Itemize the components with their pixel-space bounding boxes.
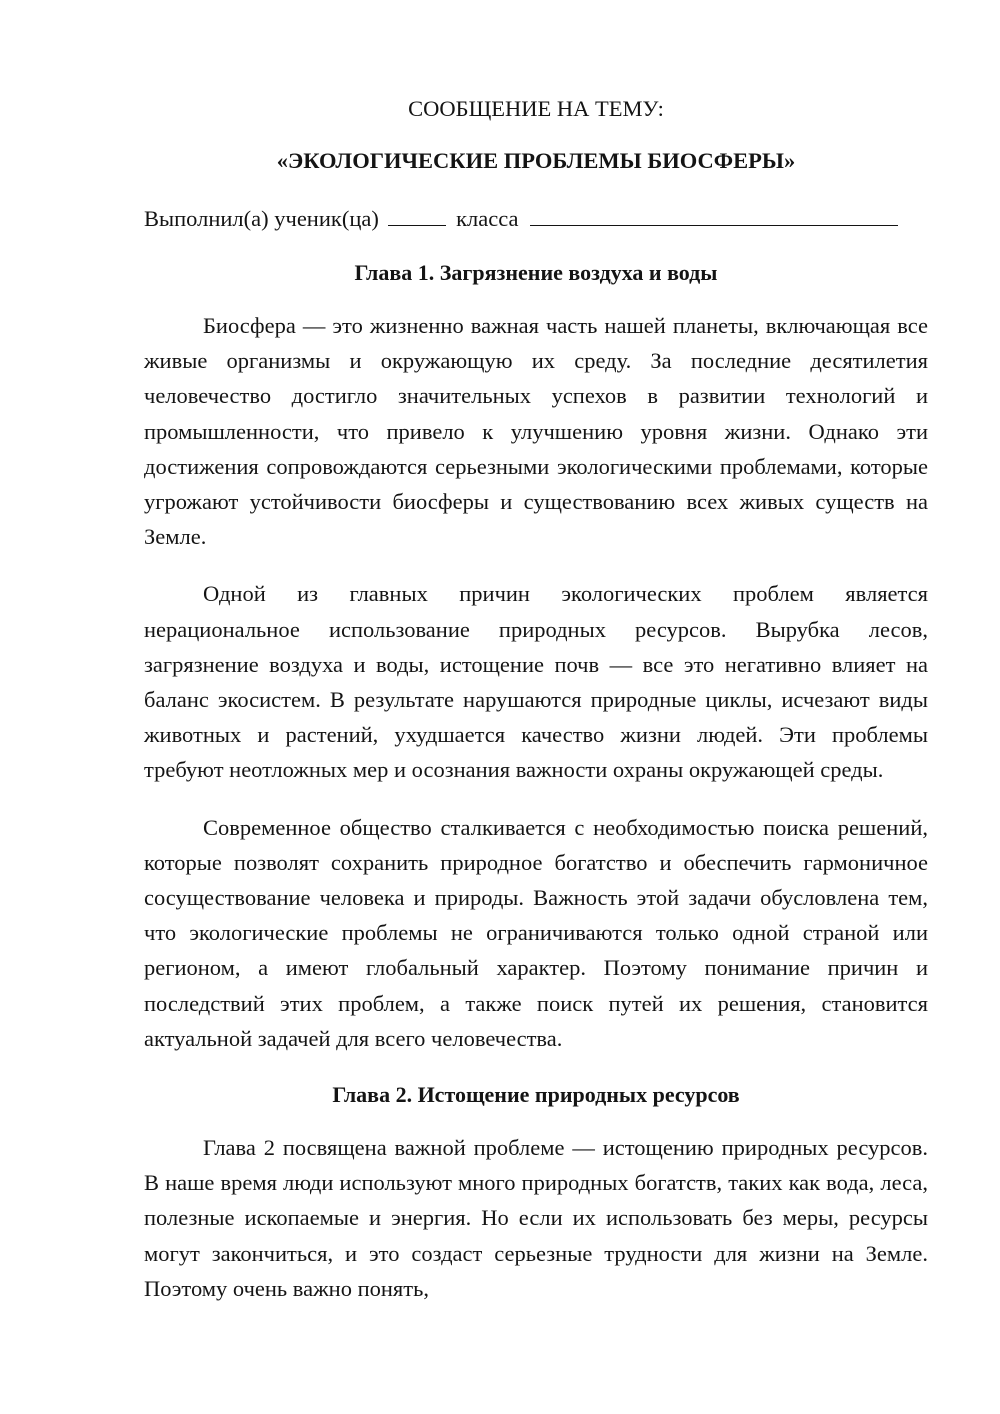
- document-title-line-2: «ЭКОЛОГИЧЕСКИЕ ПРОБЛЕМЫ БИОСФЕРЫ»: [276, 148, 796, 173]
- chapter-1-paragraph: Одной из главных причин экологических проблем является нерациональное использование природных ресурсов. Вырубка лесов, загрязнение воздуха и воды, истощение почв — все это негативно влияет на баланс экосистем. В результате нарушаются природные циклы, исчезают виды животных и растений, ухудшается качество жизни людей. Эти проблемы требуют неотложных мер и осознания важности охраны окружающей среды.: [144, 581, 928, 783]
- document-page: [144, 92, 928, 1306]
- document-title-line-1: СООБЩЕНИЕ НА ТЕМУ:: [408, 96, 664, 121]
- class-word: класса: [456, 206, 519, 231]
- chapter-2-paragraph: Глава 2 посвящена важной проблеме — истощению природных ресурсов. В наше время люди используют много природных богатств, таких как вода, леса, полезные ископаемые и энергия. Но если их использовать без меры, ресурсы могут закончиться, и это создаст серьезные трудности для жизни на Земле. Поэтому очень важно понять,: [144, 1135, 928, 1301]
- chapter-1-title: Глава 1. Загрязнение воздуха и воды: [354, 260, 718, 285]
- chapter-1-paragraph: Биосфера — это жизненно важная часть нашей планеты, включающая все живые организмы и окружающую их среду. За последние десятилетия человечество достигло значительных успехов в развитии технологий и промышленности, что привело к улучшению уровня жизни. Однако эти достижения сопровождаются серьезными экологическими проблемами, которые угрожают устойчивости биосферы и существованию всех живых существ на Земле.: [144, 313, 928, 550]
- chapter-2-title: Глава 2. Истощение природных ресурсов: [332, 1082, 740, 1108]
- author-name-blank: [530, 203, 898, 226]
- class-number-blank: [388, 203, 446, 226]
- author-line: [144, 202, 928, 236]
- author-prefix: Выполнил(а) ученик(ца): [144, 206, 379, 231]
- chapter-1-paragraph: Современное общество сталкивается с необходимостью поиска решений, которые позволят сохранить природное богатство и обеспечить гармоничное сосуществование человека и природы. Важность этой задачи обусловлена тем, что экологические проблемы не ограничиваются только одной страной или регионом, а имеют глобальный характер. Поэтому понимание причин и последствий этих проблем, а также поиск путей их решения, становится актуальной задачей для всего человечества.: [144, 814, 928, 1051]
